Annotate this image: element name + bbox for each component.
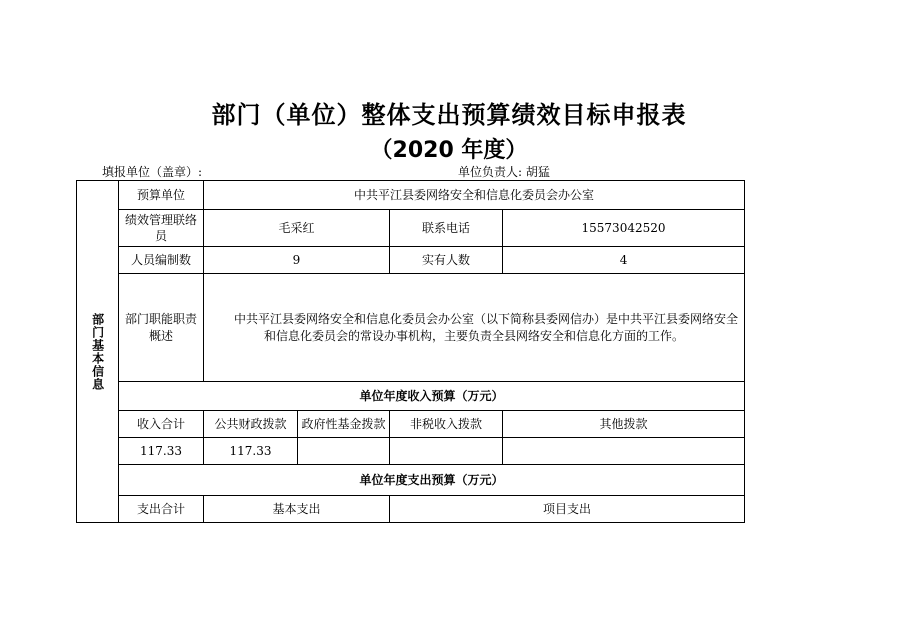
budget-unit-value: 中共平江县委网络安全和信息化委员会办公室 — [204, 181, 745, 210]
actual-staff-value: 4 — [503, 247, 745, 274]
form-year: （2020 年度） — [370, 138, 528, 163]
expense-header: 支出合计 — [119, 496, 204, 523]
table-row — [77, 496, 745, 523]
contact-value: 毛采红 — [204, 210, 390, 247]
fill-unit-label: 填报单位（盖章）: — [102, 165, 203, 179]
table-row — [77, 181, 745, 210]
income-header: 收入合计 — [119, 411, 204, 438]
table-row — [77, 438, 745, 465]
income-value — [390, 438, 503, 465]
staff-quota-label: 人员编制数 — [119, 247, 204, 274]
phone-label: 联系电话 — [390, 210, 503, 247]
table-row — [77, 411, 745, 438]
table-row — [77, 274, 745, 382]
expense-section-title: 单位年度支出预算（万元） — [119, 465, 745, 496]
side-label: 部门基本信息 — [77, 181, 119, 523]
table-row — [77, 382, 745, 411]
table-row — [77, 247, 745, 274]
income-header: 非税收入拨款 — [390, 411, 503, 438]
contact-label: 绩效管理联络员 — [119, 210, 204, 247]
actual-staff-label: 实有人数 — [390, 247, 503, 274]
table-row — [77, 465, 745, 496]
expense-header: 项目支出 — [390, 496, 745, 523]
table-row — [77, 210, 745, 247]
form-title: 部门（单位）整体支出预算绩效目标申报表 — [211, 101, 687, 129]
income-value: 117.33 — [204, 438, 298, 465]
duty-value — [204, 274, 745, 382]
income-value — [503, 438, 745, 465]
income-section-title: 单位年度收入预算（万元） — [119, 382, 745, 411]
income-value — [298, 438, 390, 465]
duty-label: 部门职能职责概述 — [119, 274, 204, 382]
unit-head-label: 单位负责人: 胡猛 — [458, 165, 550, 179]
income-header: 政府性基金拨款 — [298, 411, 390, 438]
staff-quota-value: 9 — [204, 247, 390, 274]
budget-unit-label: 预算单位 — [119, 181, 204, 210]
income-header: 其他拨款 — [503, 411, 745, 438]
duty-text: 中共平江县委网络安全和信息化委员会办公室（以下简称县委网信办）是中共平江县委网络安全和信息化委员会的常设办事机构，主要负责全县网络安全和信息化方面的工作。 — [234, 312, 739, 343]
expense-header: 基本支出 — [204, 496, 390, 523]
declaration-table — [76, 180, 745, 523]
income-header: 公共财政拨款 — [204, 411, 298, 438]
phone-value: 15573042520 — [503, 210, 745, 247]
income-value: 117.33 — [119, 438, 204, 465]
